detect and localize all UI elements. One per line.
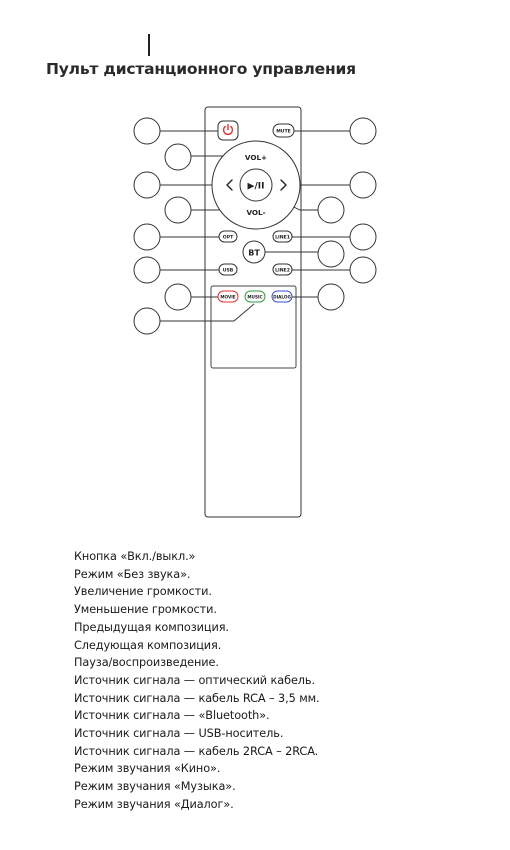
button-legend-list (74, 548, 320, 814)
callout-circle (165, 284, 191, 310)
play-pause-button[interactable] (240, 169, 272, 201)
usb-button[interactable] (219, 264, 237, 275)
legend-item: Источник сигнала — кабель 2RCA – 2RCA. (74, 744, 319, 758)
vol-down-button[interactable]: VOL- (246, 208, 266, 217)
legend-item: Режим звучания «Музыка». (74, 780, 236, 794)
legend-item: Источник сигнала — оптический кабель. (74, 673, 315, 687)
line2-label: LINE2 (275, 268, 290, 274)
music-button[interactable] (245, 291, 265, 302)
legend-item: Увеличение громкости. (74, 585, 212, 599)
legend-item: Источник сигнала — кабель RCA – 3,5 мм. (74, 691, 320, 705)
callout-circle (350, 257, 376, 283)
movie-button[interactable] (218, 291, 238, 302)
callout-circle (165, 144, 191, 170)
legend-item: Источник сигнала — «Bluetooth». (74, 709, 270, 723)
callout-circle (318, 197, 344, 223)
callout-circle (318, 284, 344, 310)
opt-button[interactable] (219, 231, 237, 242)
callout-circle (350, 118, 376, 144)
play-pause-label: ▶/II (247, 181, 265, 192)
power-button[interactable] (218, 121, 238, 140)
legend-item: Источник сигнала — USB-носитель. (74, 727, 284, 741)
music-label: MUSIC (247, 294, 263, 300)
line1-button[interactable] (273, 231, 292, 242)
callout-circle (134, 257, 160, 283)
line2-button[interactable] (273, 264, 292, 275)
opt-label: OPT (222, 235, 234, 241)
callout-circle (134, 118, 160, 144)
vol-up-button[interactable]: VOL+ (244, 153, 268, 162)
callout-circle (350, 172, 376, 198)
callout-circle (318, 241, 344, 267)
page-title: Пульт дистанционного управления (46, 60, 356, 78)
legend-item: Предыдущая композиция. (74, 620, 229, 634)
callout-circle (165, 197, 191, 223)
legend-item: Режим звучания «Кино». (74, 762, 221, 776)
callout-circle (134, 224, 160, 250)
legend-item: Уменьшение громкости. (74, 603, 217, 617)
bt-button[interactable] (243, 241, 265, 263)
callout-circle (134, 308, 160, 334)
legend-item: Режим «Без звука». (74, 567, 191, 581)
callout-circle (134, 172, 160, 198)
mute-button[interactable] (273, 124, 294, 137)
line1-label: LINE1 (275, 235, 290, 241)
legend-item: Режим звучания «Диалог». (74, 797, 234, 811)
bt-label: BT (248, 248, 260, 258)
movie-label: MOVIE (220, 294, 236, 300)
callout-circle (350, 224, 376, 250)
usb-label: USB (222, 268, 234, 274)
dialog-button[interactable] (272, 291, 292, 302)
dialog-label: DIALOG (273, 294, 291, 300)
legend-item: Кнопка «Вкл./выкл.» (74, 550, 196, 563)
legend-item: Пауза/воспроизведение. (74, 656, 219, 670)
mute-label: MUTE (276, 129, 291, 135)
legend-item: Следующая композиция. (74, 638, 222, 652)
